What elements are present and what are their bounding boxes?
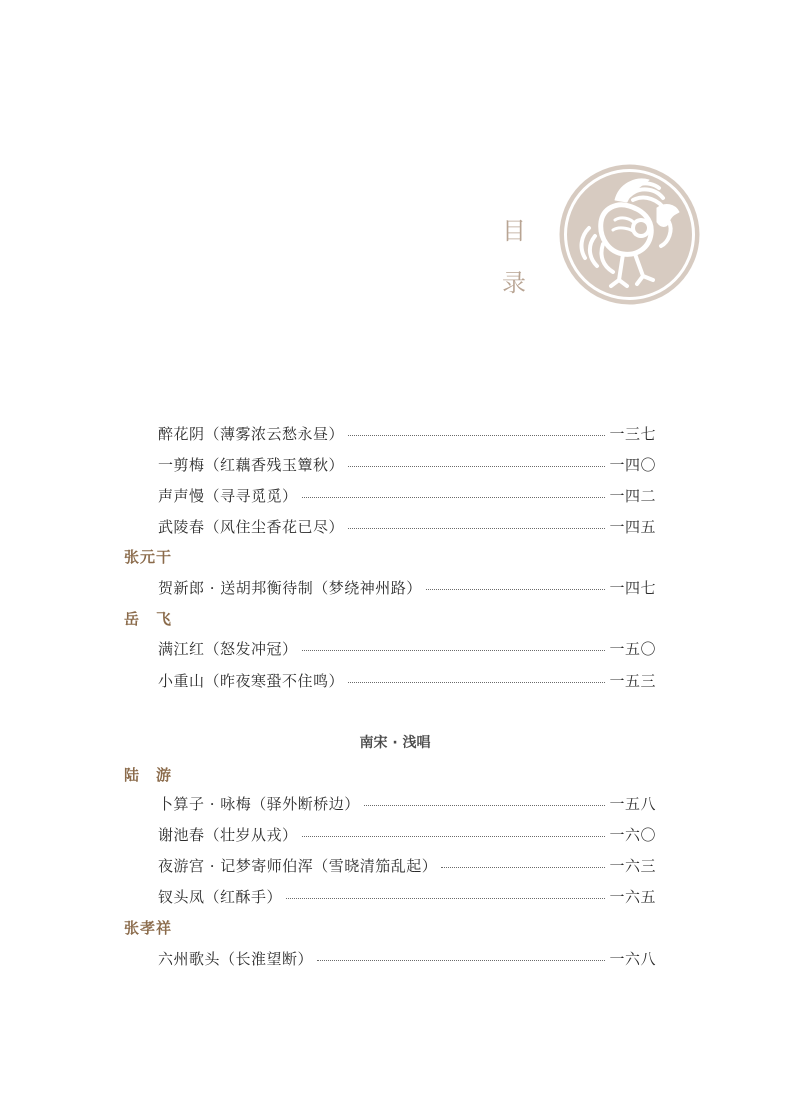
- toc-entry[interactable]: [158, 421, 656, 445]
- dot-leader: [364, 804, 606, 806]
- page-number: 一四〇: [609, 455, 656, 474]
- dot-leader: [286, 897, 605, 899]
- entry-title: 贺新郎 · 送胡邦衡待制（梦绕神州路）: [158, 578, 422, 597]
- dot-leader: [302, 496, 606, 498]
- author-heading: 张元干: [124, 547, 173, 566]
- toc-entry[interactable]: [158, 575, 656, 599]
- page-number: 一六八: [609, 949, 656, 968]
- dot-leader: [426, 588, 606, 590]
- page-title-char: 目: [502, 217, 526, 245]
- dot-leader: [302, 649, 606, 651]
- dot-leader: [317, 959, 605, 961]
- entry-title: 一剪梅（红藕香残玉簟秋）: [158, 455, 345, 474]
- dot-leader: [302, 835, 606, 837]
- author-heading: 岳 飞: [124, 609, 173, 628]
- page-number: 一五八: [609, 794, 656, 813]
- section-heading: 南宋 · 浅唱: [359, 735, 431, 751]
- dot-leader: [348, 681, 605, 683]
- page-title-char: 录: [502, 269, 526, 297]
- toc-entry[interactable]: [158, 668, 656, 692]
- page-number: 一四五: [609, 517, 656, 536]
- entry-title: 夜游宫 · 记梦寄师伯浑（雪晓清笳乱起）: [158, 856, 438, 875]
- toc-entry[interactable]: [158, 791, 656, 815]
- entry-title: 声声慢（寻寻觅觅）: [158, 486, 298, 505]
- page-title: [499, 205, 529, 309]
- toc-entry[interactable]: [158, 884, 656, 908]
- dot-leader: [348, 527, 605, 529]
- author-heading: 张孝祥: [124, 918, 173, 937]
- toc-entry[interactable]: [158, 514, 656, 538]
- entry-title: 小重山（昨夜寒蛩不住鸣）: [158, 671, 345, 690]
- toc-entry[interactable]: [158, 853, 656, 877]
- entry-title: 醉花阴（薄雾浓云愁永昼）: [158, 424, 345, 443]
- author-heading: 陆 游: [124, 765, 173, 784]
- toc-entry[interactable]: [158, 483, 656, 507]
- page-number: 一五〇: [609, 639, 656, 658]
- toc-entry[interactable]: [158, 822, 656, 846]
- entry-title: 六州歌头（长淮望断）: [158, 949, 314, 968]
- entry-title: 武陵春（风住尘香花已尽）: [158, 517, 345, 536]
- dot-leader: [348, 434, 605, 436]
- page-number: 一六三: [609, 856, 656, 875]
- toc-entry[interactable]: [158, 946, 656, 970]
- page-number: 一三七: [609, 424, 656, 443]
- page-number: 一六五: [609, 887, 656, 906]
- toc-entry[interactable]: [158, 452, 656, 476]
- entry-title: 满江红（怒发冲冠）: [158, 639, 298, 658]
- entry-title: 谢池春（壮岁从戎）: [158, 825, 298, 844]
- dot-leader: [348, 465, 605, 467]
- dot-leader: [441, 866, 605, 868]
- page-number: 一四七: [609, 578, 656, 597]
- page-number: 一六〇: [609, 825, 656, 844]
- entry-title: 钗头凤（红酥手）: [158, 887, 283, 906]
- phoenix-medallion-icon: [557, 162, 702, 307]
- entry-title: 卜算子 · 咏梅（驿外断桥边）: [158, 794, 360, 813]
- page-number: 一五三: [609, 671, 656, 690]
- page-number: 一四二: [609, 486, 656, 505]
- toc-entry[interactable]: [158, 636, 656, 660]
